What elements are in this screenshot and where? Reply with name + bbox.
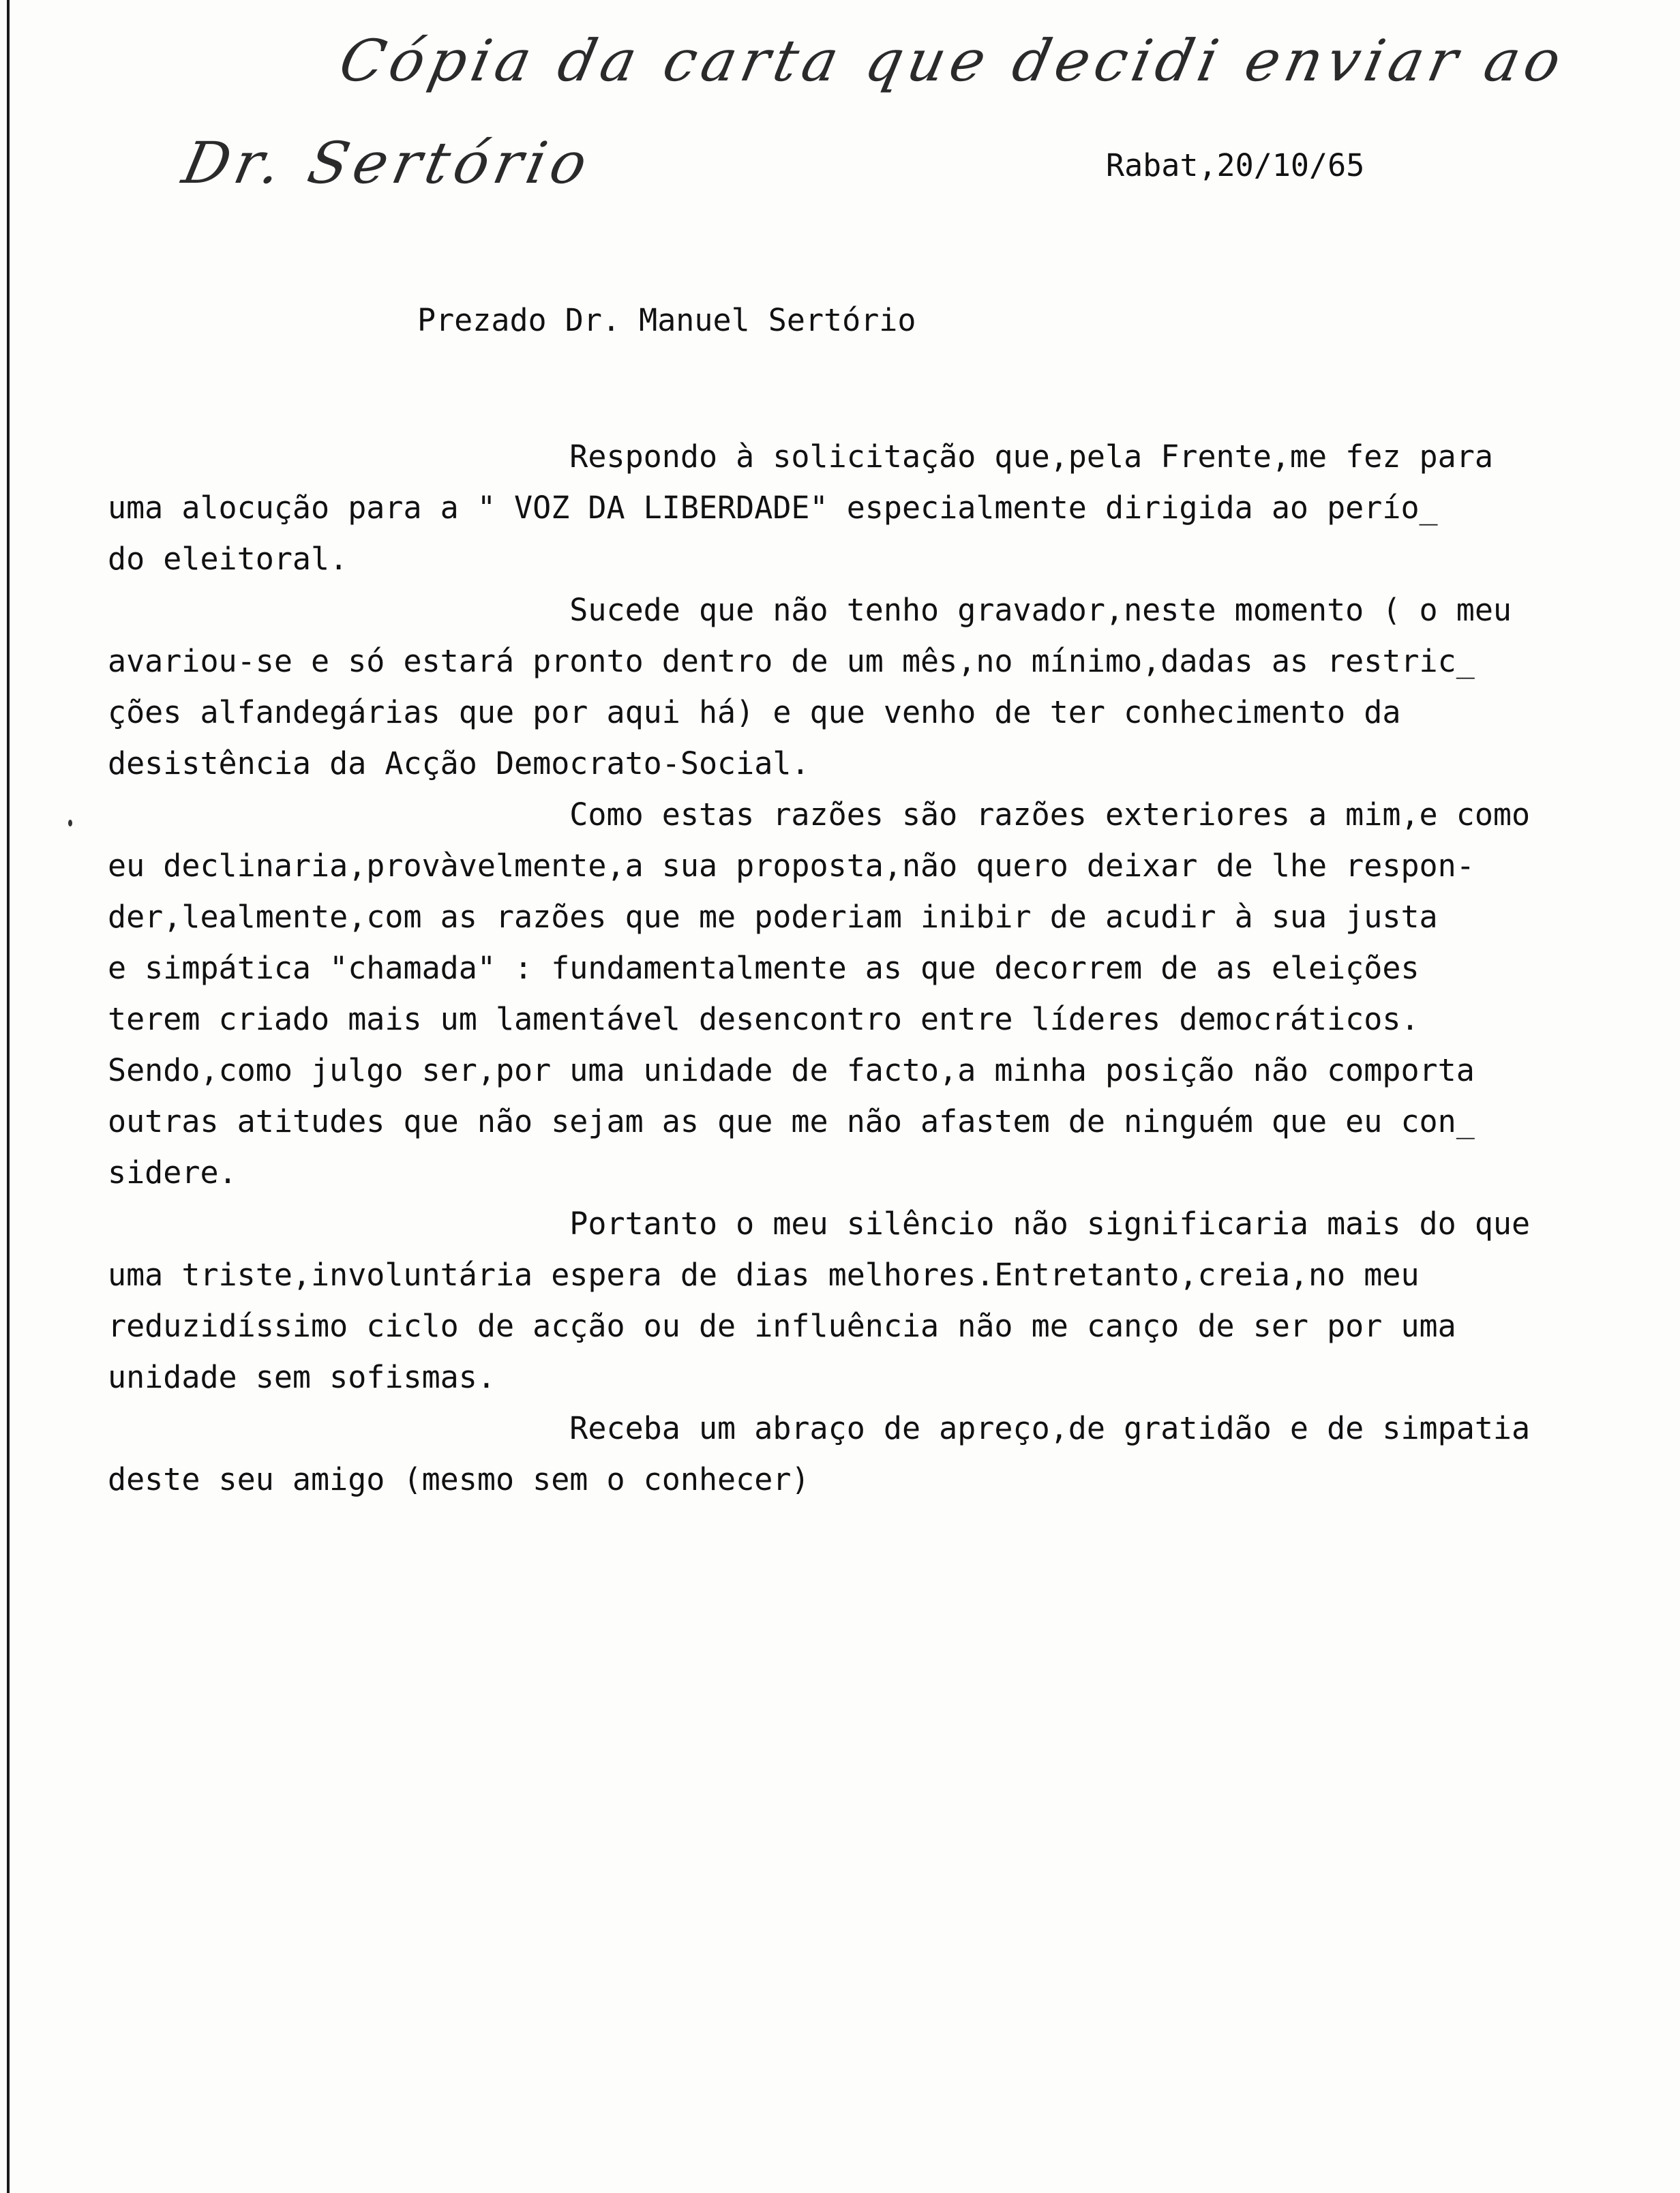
letter-body-line: Sendo,como julgo ser,por uma unidade de facto,a minha posição não comporta: [108, 1052, 1475, 1088]
letter-body-line: uma triste,involuntária espera de dias melhores.Entretanto,creia,no meu: [108, 1257, 1420, 1293]
letter-salutation: Prezado Dr. Manuel Sertório: [417, 302, 916, 338]
letter-body-line: deste seu amigo (mesmo sem o conhecer): [108, 1461, 810, 1497]
letter-body-line: reduzidíssimo ciclo de acção ou de influência não me canço de ser por uma: [108, 1308, 1456, 1344]
page-edge: [7, 0, 10, 2193]
letter-body-line: e simpática "chamada" : fundamentalmente as que decorrem de as eleições: [108, 950, 1420, 986]
handwritten-note-line-2: Dr. Sertório: [177, 130, 599, 196]
letter-body-line: Portanto o meu silêncio não significaria mais do que: [108, 1206, 1531, 1242]
letter-body-line: Sucede que não tenho gravador,neste momento ( o meu: [108, 592, 1512, 628]
letter-body-line: eu declinaria,provàvelmente,a sua proposta,não quero deixar de lhe respon-: [108, 848, 1475, 884]
letter-body-line: Receba um abraço de apreço,de gratidão e de simpatia: [108, 1410, 1531, 1446]
letter-body-line: avariou-se e só estará pronto dentro de um mês,no mínimo,dadas as restric_: [108, 643, 1475, 679]
letter-body: [108, 431, 1530, 1505]
letter-body-line: Como estas razões são razões exteriores a mim,e como: [108, 796, 1531, 833]
letter-body-line: Respondo à solicitação que,pela Frente,me fez para: [108, 438, 1493, 475]
handwritten-note-line-1: Cópia da carta que decidi enviar ao: [333, 27, 1572, 94]
ink-speck: [68, 820, 72, 826]
letter-body-line: terem criado mais um lamentável desencontro entre líderes democráticos.: [108, 1001, 1420, 1037]
letter-body-line: unidade sem sofismas.: [108, 1359, 496, 1395]
letter-body-line: ções alfandegárias que por aqui há) e que venho de ter conhecimento da: [108, 694, 1401, 730]
letter-body-line: outras atitudes que não sejam as que me não afastem de ninguém que eu con_: [108, 1103, 1475, 1139]
letter-date: Rabat,20/10/65: [1106, 147, 1365, 183]
letter-body-line: desistência da Acção Democrato-Social.: [108, 745, 810, 781]
letter-body-line: der,lealmente,com as razões que me poderiam inibir de acudir à sua justa: [108, 899, 1438, 935]
letter-body-line: do eleitoral.: [108, 541, 348, 577]
letter-body-line: sidere.: [108, 1154, 237, 1191]
letter-body-line: uma alocução para a " VOZ DA LIBERDADE" especialmente dirigida ao perío_: [108, 490, 1438, 526]
